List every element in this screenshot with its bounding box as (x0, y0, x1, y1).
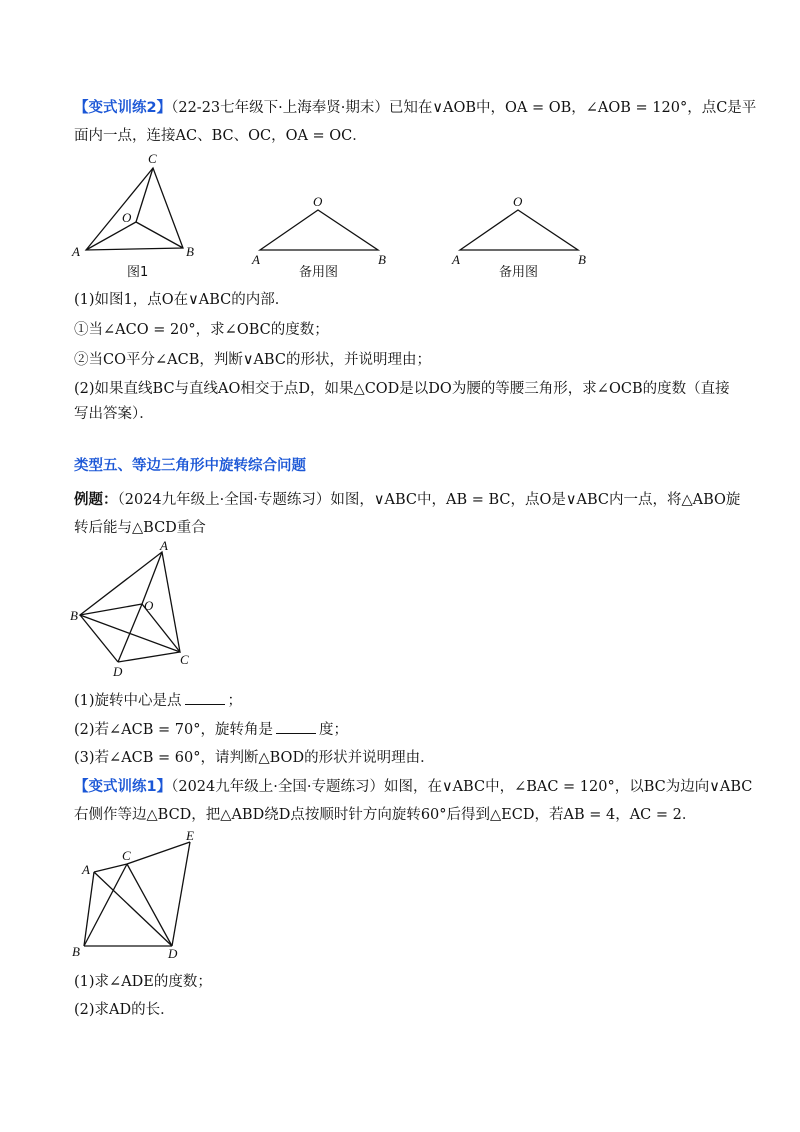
example-line2: 转后能与△BCD重合 (74, 520, 206, 536)
label-d: D (168, 946, 178, 961)
label-a: A (72, 244, 80, 259)
label-b: B (72, 944, 80, 959)
label-o: O (313, 194, 323, 209)
exercise2-line1 (74, 98, 756, 118)
section5-title: 类型五、等边三角形中旋转综合问题 (74, 458, 306, 474)
exercise1-tag: 【变式训练1】 (74, 779, 172, 795)
label-c: C (180, 652, 189, 667)
exercise1-text1: （2024九年级上·全国·专题练习）如图，在∨ABC中，∠BAC = 120°，以BC为边向∨ABC (171, 779, 753, 795)
segment-bc (84, 864, 127, 946)
segment-ce (127, 842, 190, 864)
label-o: O (122, 210, 132, 225)
segment-oa (86, 222, 136, 250)
exercise2-figure3 (450, 194, 590, 284)
label-c: C (122, 848, 131, 863)
segment-bo (80, 604, 142, 615)
label-e: E (186, 828, 194, 843)
segment-cd (118, 652, 180, 662)
example-text1: （2024九年级上·全国·专题练习）如图，∨ABC中，AB = BC，点O是∨ABC内一点，将△ABO旋 (117, 492, 741, 508)
triangle-aob (460, 210, 578, 250)
triangle-abc (80, 552, 180, 652)
exercise2-figure1 (70, 148, 200, 278)
exercise1-q1: (1)求∠ADE的度数； (74, 974, 212, 990)
label-b: B (378, 252, 386, 267)
label-a: A (82, 862, 90, 877)
example-q1: (1)旋转中心是点 ； (74, 690, 242, 711)
segment-ed (172, 842, 190, 946)
segment-cd (127, 864, 172, 946)
example-q2: (2)若∠ACB = 70°，旋转角是 度； (74, 719, 348, 740)
fig1-caption: 图1 (127, 265, 149, 280)
label-a: A (252, 252, 260, 267)
segment-ob (136, 222, 183, 248)
segment-ac (94, 864, 127, 872)
label-o: O (144, 598, 154, 613)
exercise2-tag: 【变式训练2】 (74, 100, 172, 116)
example-figure (70, 540, 200, 680)
exercise2-text1: （22-23七年级下·上海奉贤·期末）已知在∨AOB中，OA = OB，∠AOB = 120°，点C是平 (171, 100, 757, 116)
label-o: O (513, 194, 523, 209)
exercise1-figure (70, 828, 210, 968)
exercise2-q2-line2: 写出答案）． (74, 406, 154, 422)
exercise2-q2-line1: (2)如果直线BC与直线AO相交于点D，如果△COD是以DO为腰的等腰三角形，求∠OCB的度数（直接 (74, 381, 730, 397)
triangle-abc (86, 168, 183, 250)
segment-oc (136, 168, 153, 222)
example-tag: 例题： (74, 492, 118, 508)
fig3-caption: 备用图 (499, 265, 539, 280)
triangle-aob (260, 210, 378, 250)
answer-blank-2[interactable] (276, 719, 316, 734)
exercise1-line1 (74, 777, 752, 797)
label-a: A (452, 252, 460, 267)
exercise2-figure2 (250, 194, 390, 284)
segment-ab (84, 872, 94, 946)
example-q3: (3)若∠ACB = 60°，请判断△BOD的形状并说明理由． (74, 750, 435, 766)
label-b: B (70, 608, 78, 623)
exercise2-line2: 面内一点，连接AC、BC、OC，OA = OC． (74, 128, 367, 144)
label-a: A (160, 538, 168, 553)
exercise2-q1b: ②当CO平分∠ACB，判断∨ABC的形状，并说明理由； (74, 352, 431, 368)
exercise2-q1a: ①当∠ACO = 20°，求∠OBC的度数； (74, 322, 329, 338)
segment-od (118, 604, 142, 662)
fig2-caption: 备用图 (299, 265, 339, 280)
segment-ad (94, 872, 172, 946)
example-line1 (74, 490, 740, 510)
answer-blank-1[interactable] (185, 690, 225, 705)
exercise2-q1: (1)如图1，点O在∨ABC的内部． (74, 292, 290, 308)
exercise1-line2: 右侧作等边△BCD，把△ABD绕D点按顺时针方向旋转60°后得到△ECD，若AB = 4，AC = 2． (74, 807, 697, 823)
label-c: C (148, 151, 157, 166)
exercise1-q2: (2)求AD的长． (74, 1002, 175, 1018)
label-d: D (113, 664, 123, 679)
label-b: B (186, 244, 194, 259)
label-b: B (578, 252, 586, 267)
